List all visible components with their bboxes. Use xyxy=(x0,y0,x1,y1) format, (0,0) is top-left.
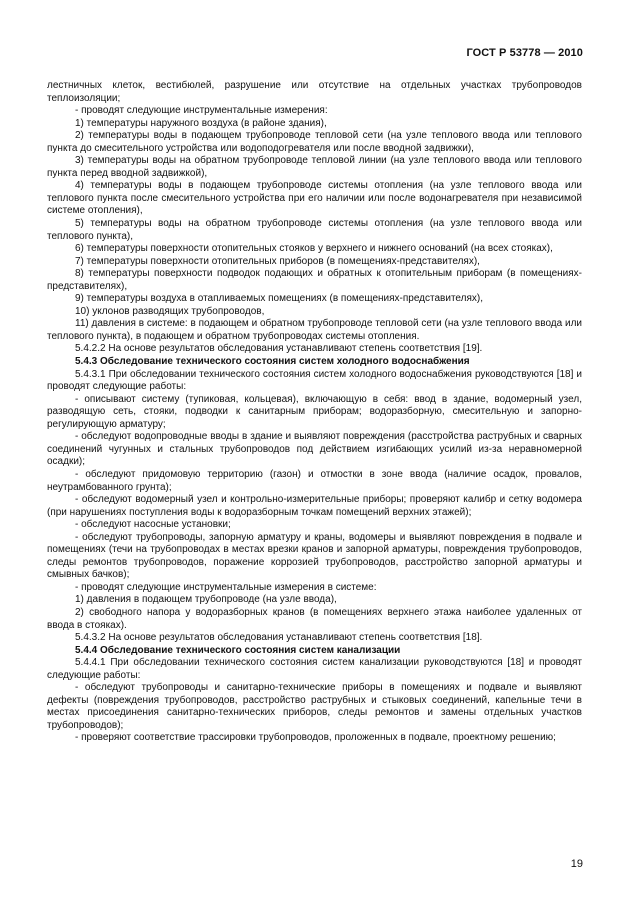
paragraph: 2) температуры воды в подающем трубопроводе тепловой сети (на узле теплового ввода или теплового пункта до смесительного устройства или водоподогревателя или после вводной задвижки), xyxy=(47,130,582,154)
paragraph: 8) температуры поверхности подводок подающих и обратных к отопительным приборам (в помещениях-представителях), xyxy=(47,268,582,292)
paragraph: 2) свободного напора у водоразборных кранов (в помещениях верхнего этажа наиболее удаленных от ввода в стояках). xyxy=(47,606,582,631)
document-body xyxy=(47,80,582,745)
section-heading: 5.4.4 Обследование технического состояния систем канализации xyxy=(75,644,401,656)
paragraph: 4) температуры воды в подающем трубопроводе системы отопления (на узле теплового ввода или теплового пункта после смесительного устройства при его наличии или после водонагревателя при независимой системе отопления), xyxy=(47,180,582,217)
paragraph: 11) давления в системе: в подающем и обратном трубопроводе тепловой сети (на узле теплового ввода или теплового пункта), в подающем и обратном трубопроводах системы отопления. xyxy=(47,318,582,342)
paragraph: - проводят следующие инструментальные измерения: xyxy=(75,105,328,117)
paragraph: 1) давления в подающем трубопроводе (на узле ввода), xyxy=(75,594,337,606)
paragraph: - описывают систему (тупиковая, кольцевая), включающую в себя: ввод в здание, водомерный узел, разводящую сеть, стояки, подводки к санитарным приборам; водоразборную, смесительную и запорно-регулирующую арматуру; xyxy=(47,393,582,430)
paragraph: - обследуют трубопроводы, запорную арматуру и краны, водомеры и выявляют повреждения в подвале и помещениях (течи на трубопроводах в местах врезки кранов и запорной арматуры, повреждения трубопроводов, следы ремонтов трубопроводов, поражение коррозией трубопроводов, расстройство запорной арматуры и смывных бачков); xyxy=(47,531,582,581)
paragraph: - обследуют трубопроводы и санитарно-технические приборы в помещениях и подвале и выявляют дефекты (повреждения трубопроводов, расстройство раструбных и стыковых соединений, капельные течи в местах присоединения санитарно-технических приборов, следы ремонтов и замены отдельных участков трубопроводов); xyxy=(47,682,582,731)
paragraph: 6) температуры поверхности отопительных стояков у верхнего и нижнего оснований (на всех стояках), xyxy=(75,243,553,255)
paragraph: 1) температуры наружного воздуха (в районе здания), xyxy=(75,117,327,129)
paragraph: - проверяют соответствие трассировки трубопроводов, проложенных в подвале, проектному решению; xyxy=(75,732,556,744)
paragraph: 5.4.2.2 На основе результатов обследования устанавливают степень соответствия [19]. xyxy=(75,343,483,355)
paragraph: 5) температуры воды на обратном трубопроводе системы отопления (на узле теплового ввода или теплового пункта), xyxy=(47,218,582,242)
paragraph: 5.4.4.1 При обследовании технического состояния систем канализации руководствуются [18] и проводят следующие работы: xyxy=(47,657,582,681)
standard-header: ГОСТ Р 53778 — 2010 xyxy=(466,47,583,59)
paragraph: 5.4.3.2 На основе результатов обследования устанавливают степень соответствия [18]. xyxy=(75,632,483,644)
paragraph: 5.4.3.1 При обследовании технического состояния систем холодного водоснабжения руководствуются [18] и проводят следующие работы: xyxy=(47,368,582,393)
paragraph: 3) температуры воды на обратном трубопроводе тепловой линии (на узле теплового ввода или теплового пункта перед вводной задвижкой), xyxy=(47,155,582,179)
paragraph: лестничных клеток, вестибюлей, разрушение или отсутствие на отдельных участках трубопроводов теплоизоляции; xyxy=(47,80,582,104)
paragraph: - обследуют насосные установки; xyxy=(75,519,231,531)
section-heading: 5.4.3 Обследование технического состояния систем холодного водоснабжения xyxy=(75,356,470,368)
paragraph: - обследуют водомерный узел и контрольно-измерительные приборы; проверяют калибр и сетку водомера (при нарушениях поступления воды к водоразборным точкам помещений верхних этажей); xyxy=(47,494,582,518)
paragraph: 7) температуры поверхности отопительных приборов (в помещениях-представителях), xyxy=(75,255,480,267)
paragraph: - обследуют водопроводные вводы в здание и выявляют повреждения (расстройства раструбных и сварных соединений чугунных и стальных трубопроводов под действием изгибающих усилий из-за неравномерной осадки); xyxy=(47,431,582,468)
paragraph: - проводят следующие инструментальные измерения в системе: xyxy=(75,581,377,593)
paragraph: 10) уклонов разводящих трубопроводов, xyxy=(75,305,265,317)
paragraph: - обследуют придомовую территорию (газон) и отмостки в зоне ввода (наличие осадок, провалов, неутрамбованного грунта); xyxy=(47,468,582,493)
page-number: 19 xyxy=(570,858,583,870)
paragraph: 9) температуры воздуха в отапливаемых помещениях (в помещениях-представителях), xyxy=(75,293,483,305)
